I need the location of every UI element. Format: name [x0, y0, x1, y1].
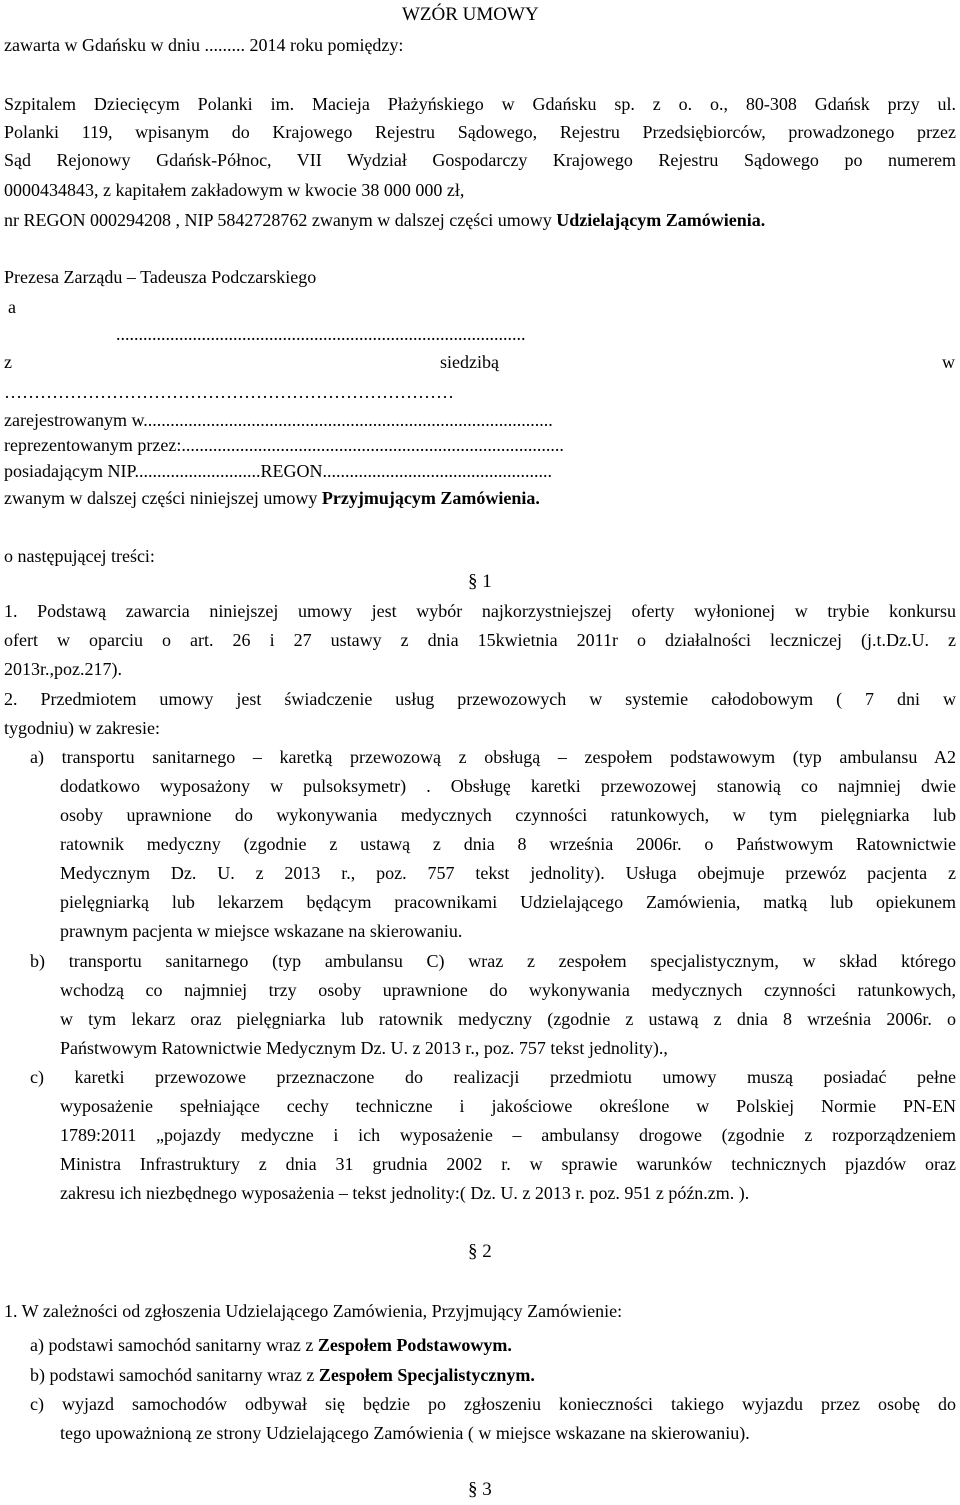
s2-c-line-1: c) wyjazd samochodów odbywał się będzie po zgłoszeniu konieczności takiego wyjazdu przez osobę do	[30, 1394, 956, 1414]
section-2-heading: § 2	[468, 1241, 492, 1262]
s1-a-line-1: a) transportu sanitarnego – karetką przewozową z obsługą – zespołem podstawowym (typ ambulansu A2	[30, 747, 956, 767]
s1-a-line-6: pielęgniarką lub lekarzem będącym pracownikami Udzielającego Zamówienia, matką lub opiekunem	[60, 892, 956, 912]
s1-c-line-3: 1789:2011 „pojazdy medyczne i ich wyposażenie – ambulansy drogowe (zgodnie z rozporządzeniem	[60, 1125, 956, 1145]
s1-b-line-3: w tym lekarz oraz pielęgniarka lub ratownik medyczny (zgodnie z ustawą z dnia 8 września 2006r. o	[60, 1009, 956, 1029]
party1-line-3: Sąd Rejonowy Gdańsk-Północ, VII Wydział Gospodarczy Krajowego Rejestru Sądowego po numerem	[4, 150, 956, 170]
document-title: WZÓR UMOWY	[402, 4, 539, 25]
s1-c-line-1: c) karetki przewozowe przeznaczone do realizacji przedmiotu umowy muszą posiadać pełne	[30, 1067, 956, 1087]
party1-line-5: nr REGON 000294208 , NIP 5842728762 zwanym w dalszej części umowy Udzielającym Zamówienia.	[4, 210, 766, 230]
s1-p1-line-1: 1. Podstawą zawarcia niniejszej umowy jest wybór najkorzystniejszej oferty wyłonionej w trybie konkursu	[4, 601, 956, 621]
represented-line: reprezentowanym przez:.....................................................................................	[4, 435, 564, 455]
contractor-called-line: zwanym w dalszej części niniejszej umowy Przyjmującym Zamówienia.	[4, 488, 540, 508]
section-1-heading: § 1	[468, 571, 492, 592]
conjunction-a: a	[8, 297, 16, 317]
s1-a-line-4: ratownik medyczny (zgodnie z ustawą z dnia 8 września 2006r. o Państwowym Ratownictwie	[60, 834, 956, 854]
s1-a-line-2: dodatkowo wyposażony w pulsoksymetr) . Obsługę karetki przewozowej stanowią co najmniej dwie	[60, 776, 956, 796]
ordering-party-name: Udzielającym Zamówienia.	[556, 210, 766, 230]
nip-regon-line: posiadającym NIP............................REGON...................................................	[4, 461, 552, 481]
contractor-name-blank: ...........................................................................................	[116, 324, 526, 344]
s2-b-line: b) podstawi samochód sanitarny wraz z Zespołem Specjalistycznym.	[30, 1365, 535, 1385]
party1-line-1: Szpitalem Dziecięcym Polanki im. Macieja Płażyńskiego w Gdańsku sp. z o. o., 80-308 Gdańsk przy ul.	[4, 94, 956, 114]
s1-p2-line-1: 2. Przedmiotem umowy jest świadczenie usług przewozowych w systemie całodobowym ( 7 dni w	[4, 689, 956, 709]
party1-line-4: 0000434843, z kapitałem zakładowym w kwocie 38 000 000 zł,	[4, 180, 465, 200]
s1-p1-line-3: 2013r.,poz.217).	[4, 659, 122, 679]
contractor-role-name: Przyjmującym Zamówienia.	[321, 488, 540, 508]
s1-b-line-4: Państwowym Ratownictwie Medycznym Dz. U. z 2013 r., poz. 757 tekst jednolity).,	[60, 1038, 668, 1058]
contract-date-line: zawarta w Gdańsku w dniu ......... 2014 roku pomiędzy:	[4, 35, 404, 55]
seat-label-z: z	[4, 352, 12, 372]
registered-line: zarejestrowanym w...........................................................................................	[4, 410, 553, 430]
seat-label-siedziba: siedzibą	[440, 352, 499, 372]
s1-b-line-1: b) transportu sanitarnego (typ ambulansu C) wraz z zespołem specjalistycznym, w skład którego	[30, 951, 956, 971]
following-content-line: o następującej treści:	[4, 546, 155, 566]
s1-c-line-2: wyposażenie spełniające cechy techniczne i jakościowe określone w Polskiej Normie PN-EN	[60, 1096, 956, 1116]
s2-c-line-2: tego upoważnioną ze strony Udzielającego Zamówienia ( w miejsce wskazane na skierowaniu).	[60, 1423, 750, 1443]
party1-line-2: Polanki 119, wpisanym do Krajowego Rejestru Sądowego, Rejestru Przedsiębiorców, prowadzonego przez	[4, 122, 956, 142]
s1-c-line-4: Ministra Infrastruktury z dnia 31 grudnia 2002 r. w sprawie warunków technicznych pjazdów oraz	[60, 1154, 956, 1174]
s1-b-line-2: wchodzą co najmniej trzy osoby uprawnione do wykonywania medycznych czynności ratunkowych,	[60, 980, 956, 1000]
s1-a-line-7: prawnym pacjenta w miejsce wskazane na skierowaniu.	[60, 921, 463, 941]
s1-a-line-3: osoby uprawnione do wykonywania medycznych czynności ratunkowych, w tym pielęgniarka lub	[60, 805, 956, 825]
seat-label-w: w	[942, 352, 955, 372]
s1-c-line-5: zakresu ich niezbędnego wyposażenia – tekst jednolity:( Dz. U. z 2013 r. poz. 951 z późn.zm. ).	[60, 1183, 750, 1203]
s2-p1-line: 1. W zależności od zgłoszenia Udzielającego Zamówienia, Przyjmujący Zamówienie:	[4, 1301, 623, 1321]
s1-a-line-5: Medycznym Dz. U. z 2013 r., poz. 757 tekst jednolity). Usługa obejmuje przewóz pacjenta z	[60, 863, 956, 883]
specialist-team-name: Zespołem Specjalistycznym.	[318, 1365, 535, 1385]
s1-p1-line-2: ofert w oparciu o art. 26 i 27 ustawy z dnia 15kwietnia 2011r o działalności leczniczej (j.t.Dz.U. z	[4, 630, 956, 650]
s1-p2-line-2: tygodniu) w zakresie:	[4, 718, 160, 738]
basic-team-name: Zespołem Podstawowym.	[317, 1335, 512, 1355]
president-line: Prezesa Zarządu – Tadeusza Podczarskiego	[4, 267, 317, 287]
section-3-heading: § 3	[468, 1479, 492, 1500]
seat-blank: …………………………………………………………………	[4, 382, 454, 402]
s2-a-line: a) podstawi samochód sanitarny wraz z Zespołem Podstawowym.	[30, 1335, 512, 1355]
